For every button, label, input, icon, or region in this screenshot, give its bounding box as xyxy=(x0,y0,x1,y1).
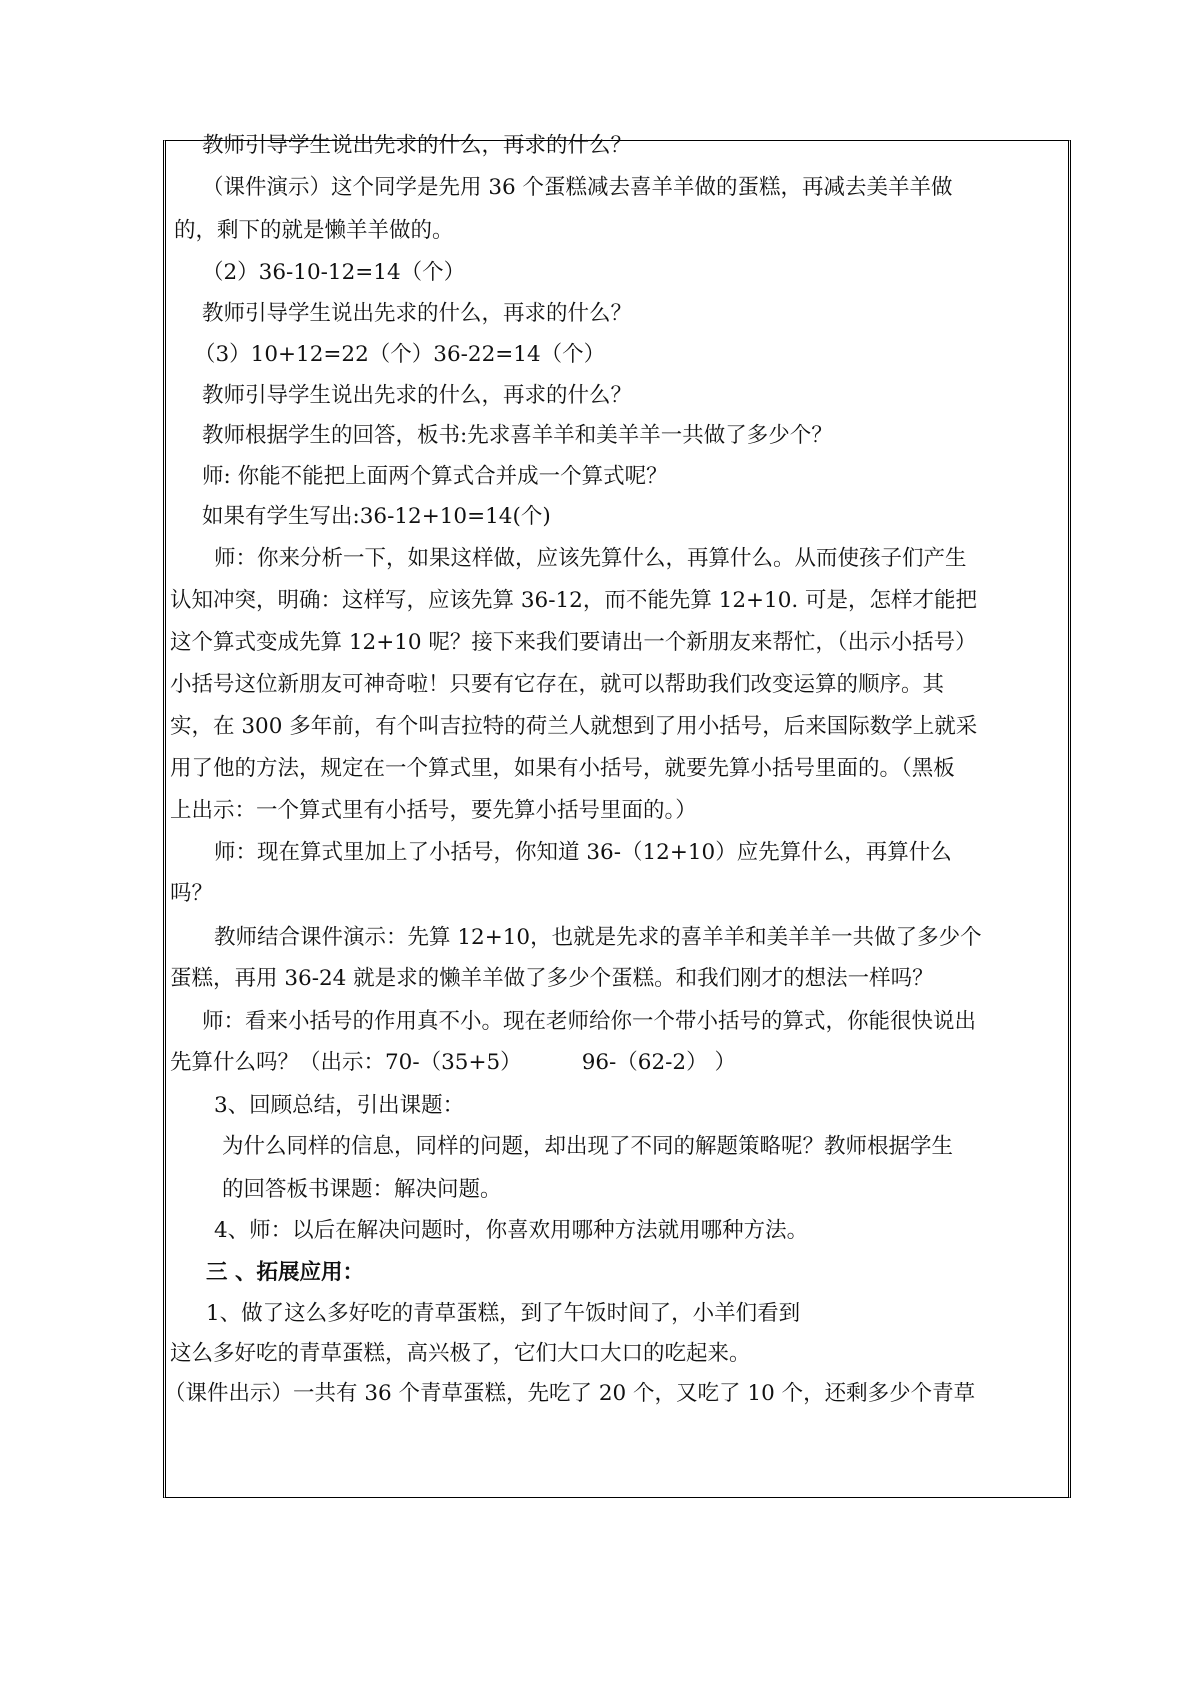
text-line: 这么多好吃的青草蛋糕，高兴极了，它们大口大口的吃起来。 xyxy=(170,1341,751,1366)
text-line: 如果有学生写出:36-12+10=14(个) xyxy=(202,504,551,529)
text-line: （3）10+12=22（个）36-22=14（个） xyxy=(194,342,606,367)
example-part-1: 先算什么吗？（出示：70-（35+5） xyxy=(170,1050,522,1075)
text-line: 实，在 300 多年前，有个叫吉拉特的荷兰人就想到了用小括号，后来国际数学上就采 xyxy=(170,714,978,739)
text-line: 教师引导学生说出先求的什么，再求的什么？ xyxy=(202,383,633,408)
text-line: （课件出示）一共有 36 个青草蛋糕，先吃了 20 个，又吃了 10 个，还剩多少个青草 xyxy=(164,1381,976,1406)
text-line xyxy=(170,1048,736,1078)
example-part-2: 96-（62-2） ） xyxy=(581,1050,736,1075)
text-line: （2）36-10-12=14（个） xyxy=(202,260,466,285)
section-heading: 三 、拓展应用： xyxy=(206,1260,364,1285)
text-line: 师：现在算式里加上了小括号，你知道 36-（12+10）应先算什么，再算什么 xyxy=(214,840,952,865)
text-line: 1、做了这么多好吃的青草蛋糕，到了午饭时间了，小羊们看到 xyxy=(206,1301,801,1326)
text-line: 师: 你能不能把上面两个算式合并成一个算式呢？ xyxy=(202,464,668,489)
text-line: 小括号这位新朋友可神奇啦！只要有它存在，就可以帮助我们改变运算的顺序。其 xyxy=(170,672,945,697)
text-line: 师：你来分析一下，如果这样做，应该先算什么，再算什么。从而使孩子们产生 xyxy=(214,546,967,571)
text-line: 师：看来小括号的作用真不小。现在老师给你一个带小括号的算式，你能很快说出 xyxy=(202,1009,977,1034)
text-line: 蛋糕，再用 36-24 就是求的懒羊羊做了多少个蛋糕。和我们刚才的想法一样吗？ xyxy=(170,966,934,991)
text-line: 认知冲突，明确：这样写，应该先算 36-12，而不能先算 12+10. 可是，怎样才能把 xyxy=(170,588,978,613)
text-line: 上出示：一个算式里有小括号，要先算小括号里面的。） xyxy=(170,798,697,823)
text-line: 3、回顾总结，引出课题： xyxy=(214,1093,465,1118)
text-line: 教师引导学生说出先求的什么，再求的什么？ xyxy=(202,133,633,158)
text-line: 的回答板书课题：解决问题。 xyxy=(222,1177,502,1202)
text-line: 教师根据学生的回答，板书:先求喜羊羊和美羊羊一共做了多少个？ xyxy=(202,423,833,448)
lesson-table-frame xyxy=(163,133,1071,1498)
text-line: 4、师：以后在解决问题时，你喜欢用哪种方法就用哪种方法。 xyxy=(214,1218,809,1243)
text-line: 教师引导学生说出先求的什么，再求的什么？ xyxy=(202,301,633,326)
text-line: 这个算式变成先算 12+10 呢？接下来我们要请出一个新朋友来帮忙，（出示小括号） xyxy=(170,630,977,655)
text-line: 教师结合课件演示：先算 12+10，也就是先求的喜羊羊和美羊羊一共做了多少个 xyxy=(214,925,982,950)
text-line: 的，剩下的就是懒羊羊做的。 xyxy=(174,218,454,243)
text-line: （课件演示）这个同学是先用 36 个蛋糕减去喜羊羊做的蛋糕，再减去美羊羊做 xyxy=(202,175,953,200)
text-line: 为什么同样的信息，同样的问题，却出现了不同的解题策略呢？教师根据学生 xyxy=(222,1134,954,1159)
text-line: 吗？ xyxy=(170,881,214,906)
text-line: 用了他的方法，规定在一个算式里，如果有小括号，就要先算小括号里面的。（黑板 xyxy=(170,756,955,781)
